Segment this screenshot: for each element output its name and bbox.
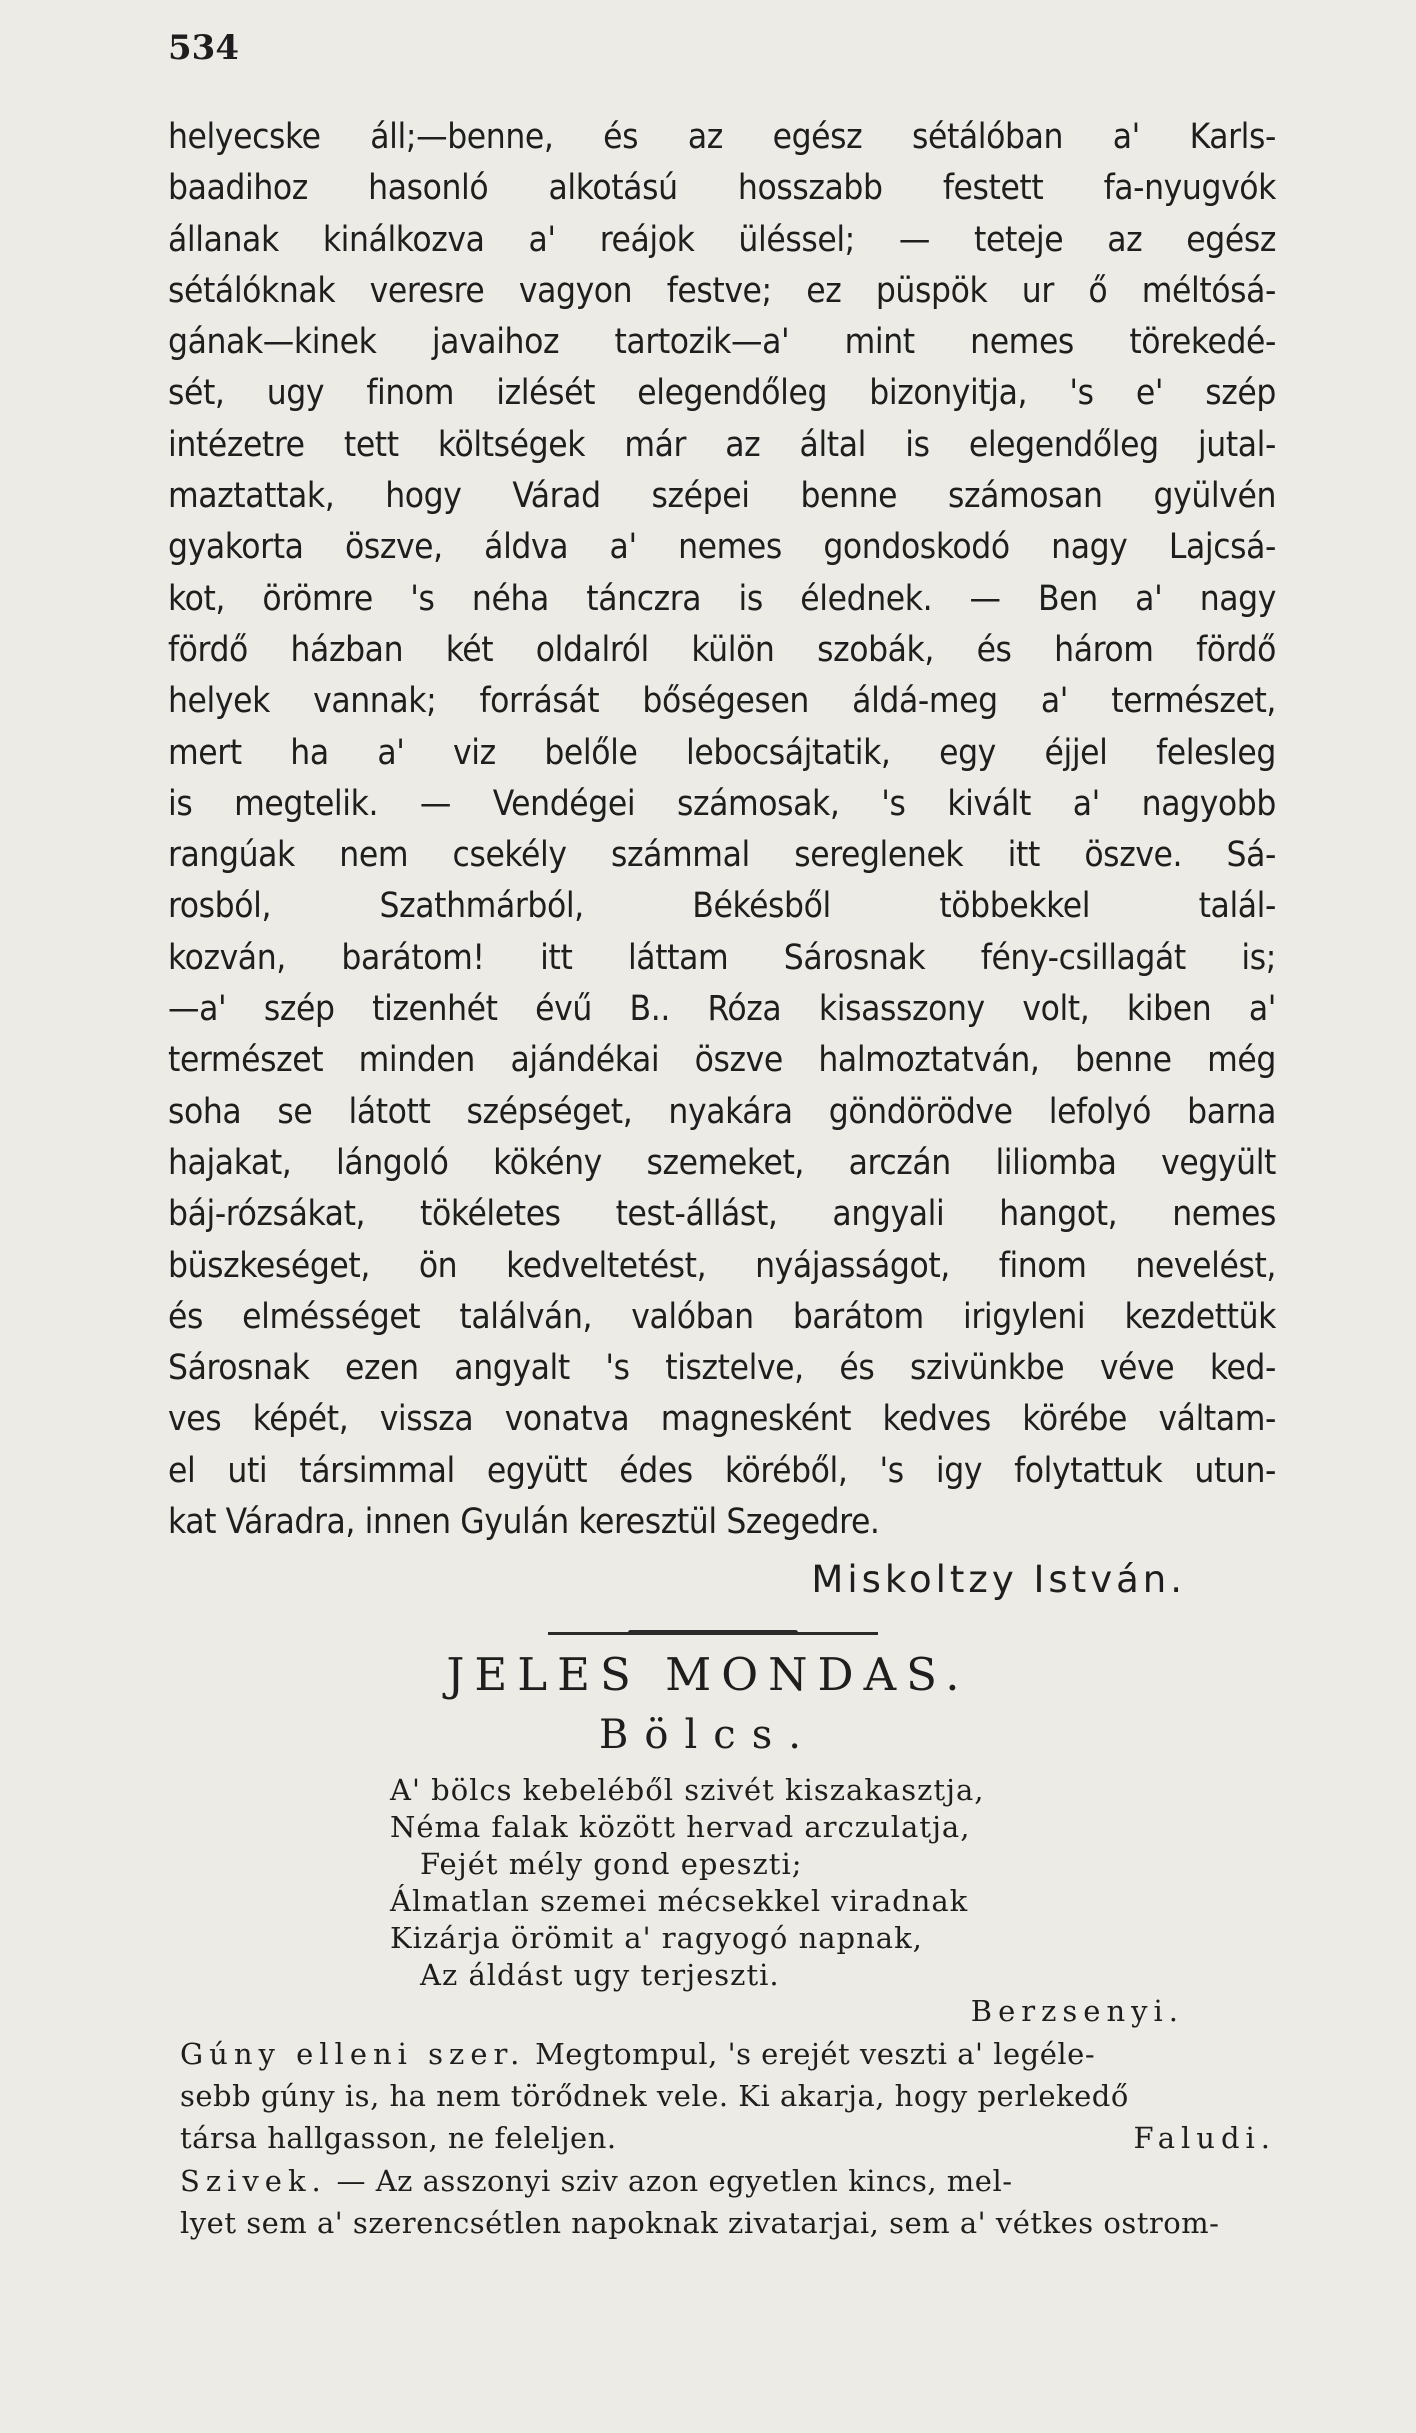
poem-author: Berzsenyi.	[970, 1994, 1184, 2028]
body-line: ves képét, vissza vonatva magnesként kedves körébe váltam-	[168, 1399, 1276, 1440]
body-line: kot, örömre 's néha tánczra is élednek. — Ben a' nagy	[168, 578, 1276, 619]
entry-guny	[180, 2033, 1276, 2159]
poem-title: Bölcs.	[599, 1712, 817, 1758]
body-line: helyek vannak; forrását bőségesen áldá-meg a' természet,	[168, 681, 1276, 722]
body-line: sétálóknak veresre vagyon festve; ez püspök ur ő méltósá-	[168, 270, 1276, 311]
entry-szivek	[180, 2160, 1276, 2244]
poem-line: Álmatlan szemei mécsekkel viradnak	[390, 1884, 969, 1918]
body-line: gának—kinek javaihoz tartozik—a' mint nemes törekedé-	[168, 322, 1276, 363]
body-line: hajakat, lángoló kökény szemeket, arczán liliomba vegyült	[168, 1142, 1276, 1183]
body-line: büszkeséget, ön kedveltetést, nyájasságot, finom nevelést,	[168, 1245, 1276, 1286]
body-line: mert ha a' viz belőle lebocsájtatik, egy éjjel felesleg	[168, 732, 1276, 773]
section-title: JELES MONDAS.	[446, 1648, 970, 1701]
poem-line: Fejét mély gond epeszti;	[420, 1847, 803, 1881]
article-signature: Miskoltzy István.	[811, 1558, 1186, 1601]
entry-text: Megtompul, 's erejét veszti a' legéle-	[535, 2037, 1096, 2071]
entry-heading: Szivek.	[180, 2164, 327, 2198]
body-line: rangúak nem csekély számmal sereglenek itt öszve. Sá-	[168, 835, 1276, 876]
body-line: —a' szép tizenhét évű B.. Róza kisasszony volt, kiben a'	[168, 989, 1276, 1030]
body-line: báj-rózsákat, tökéletes test-állást, angyali hangot, nemes	[168, 1194, 1276, 1235]
body-line: baadihoz hasonló alkotású hosszabb festett fa-nyugvók	[168, 168, 1276, 209]
body-line: természet minden ajándékai öszve halmoztatván, benne még	[168, 1040, 1276, 1081]
body-line: kat Váradra, innen Gyulán keresztül Szegedre.	[168, 1502, 880, 1543]
body-line: kozván, barátom! itt láttam Sárosnak fény-csillagát is;	[168, 937, 1276, 978]
poem-line: Néma falak között hervad arczulatja,	[390, 1810, 971, 1844]
body-line: és elmésséget találván, valóban barátom irigyleni kezdettük	[168, 1296, 1276, 1337]
entry-text: lyet sem a' szerencsétlen napoknak zivatarjai, sem a' vétkes ostrom-	[180, 2206, 1220, 2240]
page-number: 534	[168, 28, 239, 68]
article-body	[168, 112, 1276, 1548]
poem-line: A' bölcs kebeléből szivét kiszakasztja,	[390, 1773, 985, 1807]
body-line: sét, ugy finom izlését elegendőleg bizonyitja, 's e' szép	[168, 373, 1276, 414]
section-divider	[548, 1632, 878, 1635]
body-line: helyecske áll;—benne, és az egész sétálóban a' Karls-	[168, 117, 1276, 157]
body-line: maztattak, hogy Várad szépei benne számosan gyülvén	[168, 476, 1276, 517]
body-line: állanak kinálkozva a' reájok üléssel; — teteje az egész	[168, 219, 1276, 260]
entry-author: Faludi.	[1133, 2121, 1276, 2155]
body-line: fördő házban két oldalról külön szobák, és három fördő	[168, 629, 1276, 670]
body-line: Sárosnak ezen angyalt 's tisztelve, és szivünkbe véve ked-	[168, 1348, 1276, 1389]
body-line: soha se látott szépséget, nyakára göndörödve lefolyó barna	[168, 1091, 1276, 1132]
body-line: gyakorta öszve, áldva a' nemes gondoskodó nagy Lajcsá-	[168, 527, 1276, 568]
body-line: intézetre tett költségek már az által is elegendőleg jutal-	[168, 424, 1276, 465]
body-line: is megtelik. — Vendégei számosak, 's kivált a' nagyobb	[168, 783, 1276, 824]
poem-line: Az áldást ugy terjeszti.	[420, 1958, 780, 1992]
entry-heading: Gúny elleni szer.	[180, 2037, 526, 2071]
body-line: el uti társimmal együtt édes köréből, 's igy folytattuk utun-	[168, 1450, 1276, 1491]
entry-text: — Az asszonyi sziv azon egyetlen kincs, mel-	[336, 2164, 1013, 2198]
poem	[390, 1772, 1070, 1994]
poem-line: Kizárja örömit a' ragyogó napnak,	[390, 1921, 923, 1955]
entry-text: sebb gúny is, ha nem törődnek vele. Ki akarja, hogy perlekedő	[180, 2079, 1129, 2113]
entry-text: társa hallgasson, ne feleljen.	[180, 2121, 617, 2155]
body-line: rosból, Szathmárból, Békésből többekkel talál-	[168, 886, 1276, 927]
